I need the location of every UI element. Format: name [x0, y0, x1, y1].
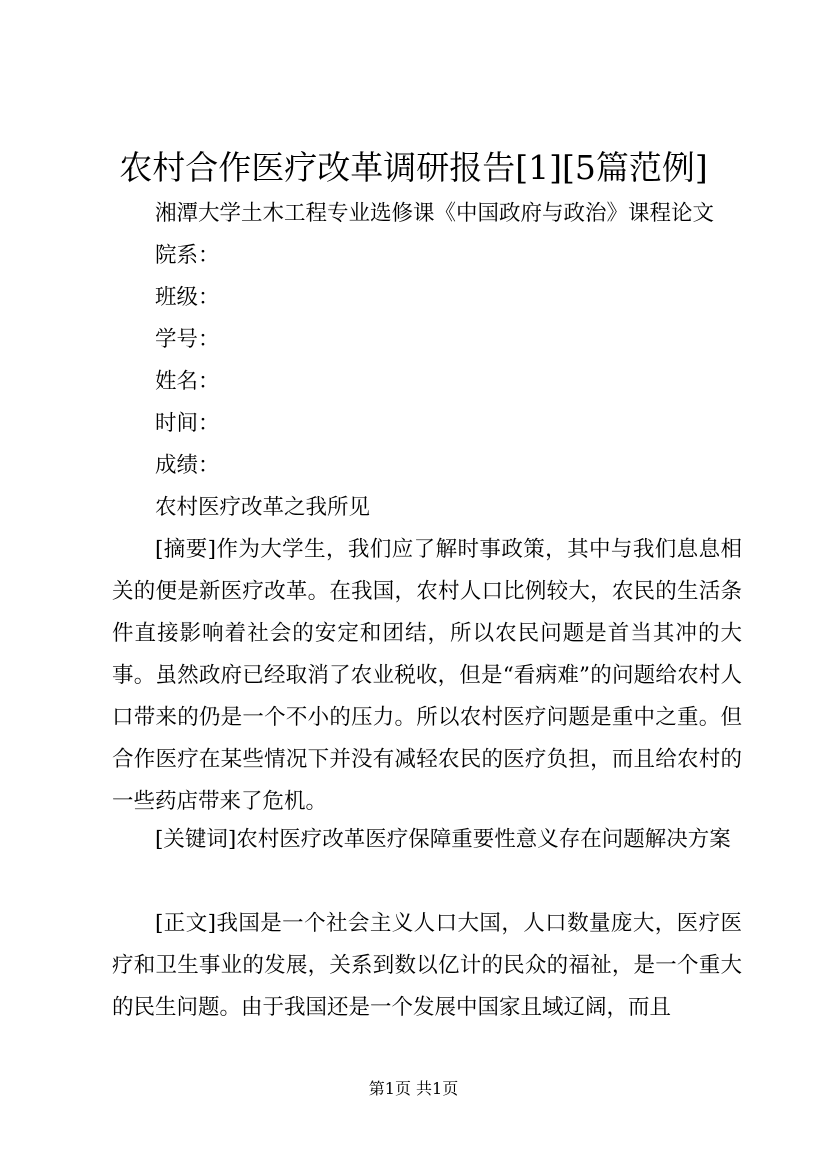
field-department: 院系：: [155, 243, 220, 268]
section-heading: 农村医疗改革之我所见: [155, 495, 371, 520]
body-paragraph: [正文]我国是一个社会主义人口大国，人口数量庞大，医疗医疗和卫生事业的发展，关系到数以亿计的民众的福祉，是一个重大的民生问题。由于我国还是一个发展中国家且域辽阔，而且: [112, 911, 742, 1020]
document-title: 农村合作医疗改革调研报告[1][5篇范例]: [119, 148, 708, 187]
field-name: 姓名：: [155, 369, 220, 394]
field-student-id: 学号：: [155, 327, 220, 352]
abstract-paragraph: [摘要]作为大学生，我们应了解时事政策，其中与我们息息相关的便是新医疗改革。在我国，农村人口比例较大，农民的生活条件直接影响着社会的安定和团结，所以农民问题是首当其冲的大事。虽然政府已经取消了农业税收，但是“看病难”的问题给农村人口带来的仍是一个不小的压力。所以农村医疗问题是重中之重。但合作医疗在某些情况下并没有减轻农民的医疗负担，而且给农村的一些药店带来了危机。: [112, 537, 742, 814]
field-grade: 成绩：: [155, 453, 220, 478]
keywords-paragraph: [关键词]农村医疗改革医疗保障重要性意义存在问题解决方案: [155, 827, 731, 852]
field-time: 时间：: [155, 411, 220, 436]
course-subtitle: 湘潭大学土木工程专业选修课《中国政府与政治》课程论文: [155, 201, 715, 226]
field-class: 班级：: [155, 285, 220, 310]
page-footer: 第1页 共1页: [368, 1079, 459, 1098]
